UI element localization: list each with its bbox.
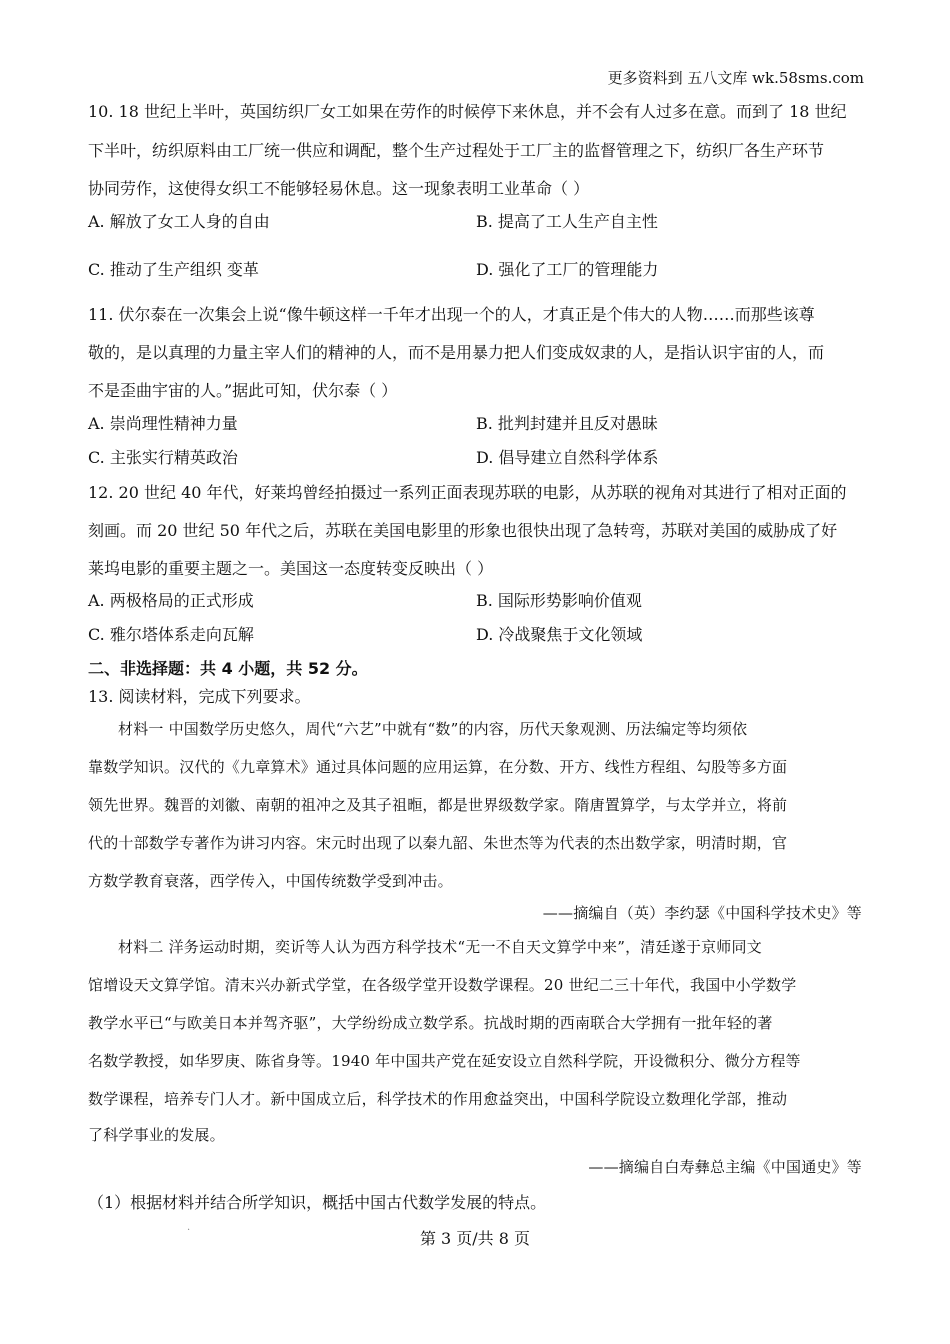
q12-option-d: D. 冷战聚焦于文化领域 bbox=[476, 625, 643, 644]
q12-option-a: A. 两极格局的正式形成 bbox=[88, 591, 254, 610]
material-1-line-2: 靠数学知识。汉代的《九章算术》通过具体问题的应用运算，在分数、开方、线性方程组、勾股等多方面 bbox=[88, 758, 788, 776]
page-number: 第 3 页/共 8 页 bbox=[419, 1229, 531, 1248]
q10-option-a: A. 解放了女工人身的自由 bbox=[88, 212, 270, 231]
q11-option-c: C. 主张实行精英政治 bbox=[88, 448, 238, 467]
q12-option-c: C. 雅尔塔体系走向瓦解 bbox=[88, 625, 254, 644]
material-2-source: ——摘编自白寿彝总主编《中国通史》等 bbox=[588, 1158, 862, 1176]
material-1-line-3: 领先世界。魏晋的刘徽、南朝的祖冲之及其子祖暅，都是世界级数学家。隋唐置算学，与太学并立，将前 bbox=[88, 796, 788, 814]
material-1-source: ——摘编自（英）李约瑟《中国科学技术史》等 bbox=[542, 904, 862, 922]
q10-option-b: B. 提高了工人生产自主性 bbox=[476, 212, 658, 231]
material-1-line-5: 方数学教育衰落，西学传入，中国传统数学受到冲击。 bbox=[88, 872, 453, 890]
section-2-heading: 二、非选择题：共 4 小题，共 52 分。 bbox=[88, 659, 368, 678]
material-2-line-2: 馆增设天文算学馆。清末兴办新式学堂，在各级学堂开设数学课程。20 世纪二三十年代，我国中小学数学 bbox=[88, 976, 797, 994]
material-2-line-3: 教学水平已“与欧美日本并驾齐驱”，大学纷纷成立数学系。抗战时期的西南联合大学拥有一批年轻的著 bbox=[88, 1014, 773, 1032]
material-2-line-5: 数学课程，培养专门人才。新中国成立后，科学技术的作用愈益突出，中国科学院设立数理化学部，推动 bbox=[88, 1090, 788, 1108]
footer-dot: . bbox=[187, 1222, 191, 1233]
q11-stem-line-1: 11. 伏尔泰在一次集会上说“像牛顿这样一千年才出现一个的人，才真正是个伟大的人物……而那些该尊 bbox=[88, 305, 815, 324]
q10-stem-line-2: 下半叶，纺织原料由工厂统一供应和调配，整个生产过程处于工厂主的监督管理之下，纺织厂各生产环节 bbox=[88, 141, 825, 160]
q12-stem-line-1: 12. 20 世纪 40 年代，好莱坞曾经拍摄过一系列正面表现苏联的电影，从苏联的视角对其进行了相对正面的 bbox=[88, 483, 847, 502]
q13-intro: 13. 阅读材料，完成下列要求。 bbox=[88, 687, 311, 706]
q10-stem-line-1: 10. 18 世纪上半叶，英国纺织厂女工如果在劳作的时候停下来休息，并不会有人过多在意。而到了 18 世纪 bbox=[88, 102, 847, 121]
q11-option-b: B. 批判封建并且反对愚昧 bbox=[476, 414, 658, 433]
q11-option-d: D. 倡导建立自然科学体系 bbox=[476, 448, 659, 467]
material-2-line-6: 了科学事业的发展。 bbox=[88, 1126, 225, 1144]
q13-subquestion-1: （1）根据材料并结合所学知识，概括中国古代数学发展的特点。 bbox=[88, 1193, 547, 1212]
q12-stem-line-3: 莱坞电影的重要主题之一。美国这一态度转变反映出（ ） bbox=[88, 559, 494, 578]
q11-option-a: A. 崇尚理性精神力量 bbox=[88, 414, 238, 433]
q11-stem-line-3: 不是歪曲宇宙的人。”据此可知，伏尔泰（ ） bbox=[88, 381, 398, 400]
material-1-line-4: 代的十部数学专著作为讲习内容。宋元时出现了以秦九韶、朱世杰等为代表的杰出数学家，明清时期，官 bbox=[88, 834, 788, 852]
material-1-line-1: 材料一 中国数学历史悠久，周代“六艺”中就有“数”的内容，历代天象观测、历法编定等均须依 bbox=[118, 720, 748, 738]
q10-stem-line-3: 协同劳作，这使得女织工不能够轻易休息。这一现象表明工业革命（ ） bbox=[88, 179, 590, 198]
material-2-line-4: 名数学教授，如华罗庚、陈省身等。1940 年中国共产党在延安设立自然科学院，开设微积分、微分方程等 bbox=[88, 1052, 801, 1070]
q10-option-c: C. 推动了生产组织 变革 bbox=[88, 260, 259, 279]
material-2-line-1: 材料二 洋务运动时期，奕䜣等人认为西方科学技术“无一不自天文算学中来”，清廷遂于京师同文 bbox=[118, 938, 762, 956]
q12-option-b: B. 国际形势影响价值观 bbox=[476, 591, 642, 610]
q10-option-d: D. 强化了工厂的管理能力 bbox=[476, 260, 659, 279]
q11-stem-line-2: 敬的，是以真理的力量主宰人们的精神的人，而不是用暴力把人们变成奴隶的人，是指认识宇宙的人，而 bbox=[88, 343, 825, 362]
header-watermark: 更多资料到 五八文库 wk.58sms.com bbox=[607, 69, 864, 87]
q12-stem-line-2: 刻画。而 20 世纪 50 年代之后，苏联在美国电影里的形象也很快出现了急转弯，苏联对美国的威胁成了好 bbox=[88, 521, 838, 540]
